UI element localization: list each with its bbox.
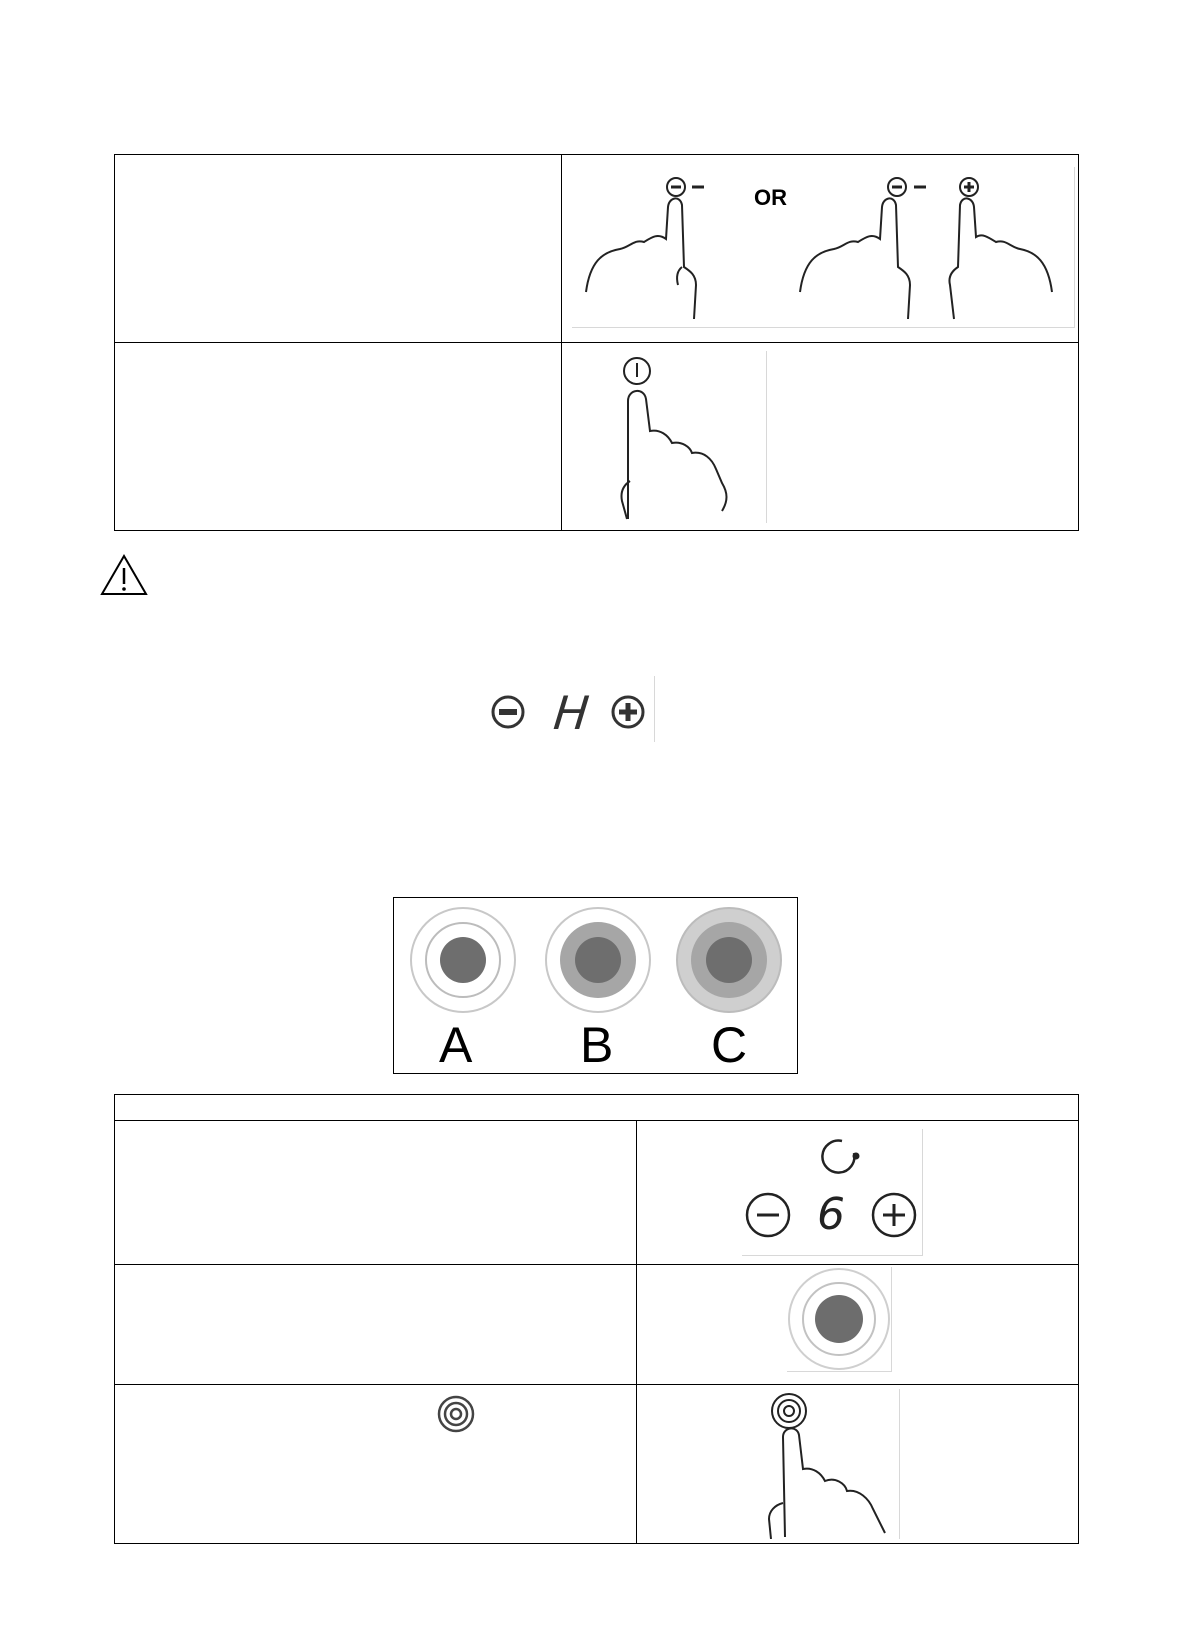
- zone-c-icon: [677, 908, 781, 1012]
- power-button-finger-icon: [612, 351, 766, 523]
- plus-icon: [613, 697, 643, 727]
- timer-display-illustration: [742, 1129, 923, 1256]
- zone-select-finger-icon: [765, 1389, 899, 1539]
- cooking-zone-icon: [787, 1267, 891, 1371]
- residual-heat-symbol: H: [551, 686, 592, 740]
- minus-icon: [747, 1194, 789, 1236]
- table2-row1-text-cell: [115, 1121, 637, 1265]
- table2-row3-image-cell: [637, 1385, 1079, 1544]
- zone-label-b: B: [580, 1017, 614, 1073]
- zone-label-a: A: [439, 1017, 473, 1073]
- table2-header-cell: [115, 1095, 1079, 1121]
- table2-row2-text-cell: [115, 1265, 637, 1385]
- table2-row1-image-cell: [637, 1121, 1079, 1265]
- timer-icon: [822, 1141, 859, 1173]
- table1-row1-text-cell: [115, 155, 562, 343]
- power-touch-illustration: [612, 351, 767, 523]
- or-label: OR: [754, 185, 787, 210]
- table2-row3-text-cell: [115, 1385, 637, 1544]
- warning-triangle-icon: [100, 553, 148, 602]
- zone-select-inline-icon: [437, 1395, 475, 1433]
- zone-select-touch-illustration: [765, 1389, 900, 1539]
- table1-row2-text-cell: [115, 343, 562, 531]
- instruction-table-1: [114, 154, 1079, 531]
- instruction-table-2: [114, 1094, 1079, 1544]
- plus-icon: [873, 1194, 915, 1236]
- zone-b-icon: [546, 908, 650, 1012]
- table1-row1-image-cell: [562, 155, 1079, 343]
- power-level-digit: 6: [817, 1189, 845, 1240]
- zone-a-icon: [411, 908, 515, 1012]
- zone-indicator-illustration: [787, 1267, 892, 1372]
- minus-plus-touch-illustration: [572, 167, 1075, 328]
- table2-row2-image-cell: [637, 1265, 1079, 1385]
- finger-press-icon: [572, 167, 1074, 327]
- residual-heat-display: [486, 676, 655, 742]
- cooking-zone-sizes-box: [393, 897, 798, 1074]
- zone-label-c: C: [711, 1017, 748, 1073]
- table1-row2-image-cell: [562, 343, 1079, 531]
- minus-icon: [493, 697, 523, 727]
